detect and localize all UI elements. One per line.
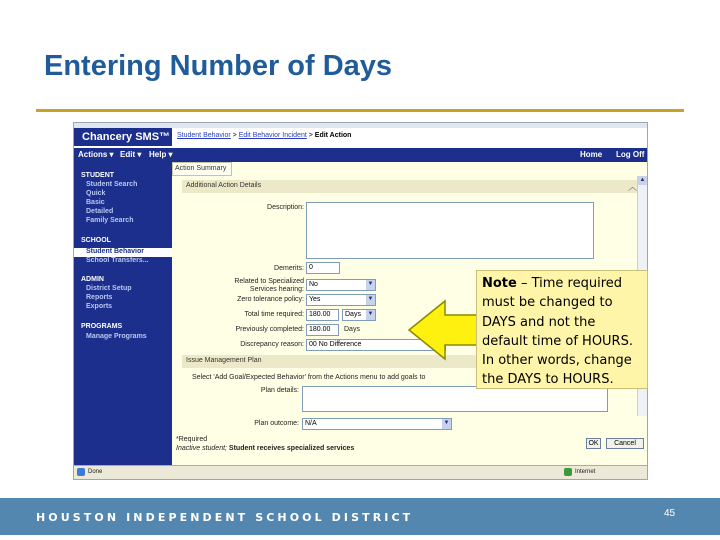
select-value: 00 No Difference: [309, 341, 362, 348]
section-title: Issue Management Plan: [186, 357, 262, 364]
sidebar-item-student-behavior[interactable]: [74, 248, 172, 257]
page-number: 45: [664, 508, 676, 519]
sidebar-item-label: Student Behavior: [86, 248, 144, 255]
browser-status-bar: [74, 465, 648, 480]
select-value: Yes: [309, 296, 321, 303]
callout-arrow-icon: [407, 299, 479, 361]
breadcrumb-separator: >: [306, 132, 315, 139]
sidebar-item-family-search[interactable]: Family Search: [86, 217, 134, 224]
sidebar-item-school-transfers[interactable]: School Transfers...: [86, 257, 149, 264]
select-value: No: [309, 281, 318, 288]
sidebar: [74, 162, 172, 465]
sidebar-item-reports[interactable]: Reports: [86, 294, 113, 301]
description-label: Description:: [267, 204, 304, 211]
issue-instruction: Select 'Add Goal/Expected Behavior' from the Actions menu to add goals to: [192, 374, 426, 381]
demerits-input[interactable]: 0: [306, 262, 340, 274]
ok-button[interactable]: OK: [586, 438, 601, 449]
menu-bar: [74, 148, 648, 162]
total-time-input[interactable]: 180.00: [306, 309, 339, 321]
sidebar-item-district-setup[interactable]: District Setup: [86, 285, 132, 292]
globe-icon: [564, 468, 572, 476]
callout-note-lead: Note: [482, 276, 517, 291]
total-time-label: Total time required:: [244, 311, 304, 318]
description-textarea[interactable]: [306, 202, 594, 259]
menu-logoff[interactable]: Log Off: [616, 150, 645, 159]
menu-edit[interactable]: Edit ▾: [120, 150, 142, 159]
total-time-unit-select[interactable]: [342, 309, 376, 321]
previously-completed-unit: Days: [344, 326, 360, 333]
discrepancy-label: Discrepancy reason:: [240, 341, 304, 348]
inactive-student-note: [176, 445, 354, 452]
related-services-label-line2: Services hearing:: [249, 286, 304, 293]
related-services-label-line1: Related to Specialized: [234, 278, 304, 285]
breadcrumb: [177, 132, 351, 139]
footer-bar: [0, 498, 720, 535]
chevron-up-icon[interactable]: ︿: [627, 182, 637, 192]
menu-actions[interactable]: Actions ▾: [78, 150, 114, 159]
title-divider: [36, 109, 684, 112]
previously-completed-label: Previously completed:: [235, 326, 304, 333]
sidebar-item-quick[interactable]: Quick: [86, 190, 106, 197]
sidebar-head-school: SCHOOL: [81, 237, 111, 244]
menu-help[interactable]: Help ▾: [149, 150, 173, 159]
callout-note-text: – Time required must be changed to DAYS and not the default time of HOURS. In other words, change the DAYS to HOURS.: [482, 276, 633, 388]
section-header-additional-details: [182, 180, 642, 193]
select-value: N/A: [305, 420, 317, 427]
chevron-down-icon[interactable]: ▼: [366, 310, 375, 320]
required-note: *Required: [176, 436, 208, 443]
status-zone: Internet: [575, 469, 596, 475]
scroll-up-icon[interactable]: ▲: [639, 177, 646, 183]
breadcrumb-student-behavior[interactable]: Student Behavior: [177, 132, 231, 139]
tab-action-summary[interactable]: Action Summary: [172, 162, 232, 176]
chevron-down-icon[interactable]: ▼: [366, 295, 375, 305]
slide-title: Entering Number of Days: [44, 50, 393, 82]
inactive-note-italic: Inactive student;: [176, 445, 227, 452]
sidebar-head-student: STUDENT: [81, 172, 115, 179]
inactive-note-bold: Student receives specialized services: [226, 445, 355, 452]
menu-home[interactable]: Home: [580, 150, 603, 159]
callout-note: [476, 270, 648, 389]
sidebar-item-manage-programs[interactable]: Manage Programs: [86, 333, 147, 340]
sidebar-item-exports[interactable]: Exports: [86, 303, 113, 310]
plan-details-label: Plan details:: [260, 387, 299, 394]
sidebar-item-basic[interactable]: Basic: [86, 199, 105, 206]
sidebar-item-student-search[interactable]: Student Search: [86, 181, 138, 188]
demerits-label: Demerits:: [274, 265, 304, 272]
plan-outcome-select[interactable]: [302, 418, 452, 430]
sidebar-head-admin: ADMIN: [81, 276, 104, 283]
breadcrumb-edit-incident[interactable]: Edit Behavior Incident: [238, 132, 307, 139]
plan-details-textarea[interactable]: [302, 386, 608, 412]
related-services-select[interactable]: [306, 279, 376, 291]
app-logo: Chancery SMS™: [74, 128, 172, 146]
sidebar-head-programs: PROGRAMS: [81, 323, 123, 330]
chevron-down-icon[interactable]: ▼: [366, 280, 375, 290]
page-icon: [77, 468, 85, 476]
chevron-down-icon[interactable]: ▼: [442, 419, 451, 429]
sidebar-item-detailed[interactable]: Detailed: [86, 208, 114, 215]
section-title: Additional Action Details: [186, 182, 262, 189]
zero-tolerance-select[interactable]: [306, 294, 376, 306]
breadcrumb-separator: >: [230, 132, 239, 139]
zero-tolerance-label: Zero tolerance policy:: [237, 296, 304, 303]
select-value: Days: [345, 311, 361, 318]
previously-completed-input[interactable]: 180.00: [306, 324, 339, 336]
footer-district-name: HOUSTON INDEPENDENT SCHOOL DISTRICT: [36, 511, 414, 524]
breadcrumb-current: Edit Action: [314, 132, 352, 139]
plan-outcome-label: Plan outcome:: [254, 420, 299, 427]
status-done: Done: [88, 469, 103, 475]
cancel-button[interactable]: Cancel: [606, 438, 644, 449]
